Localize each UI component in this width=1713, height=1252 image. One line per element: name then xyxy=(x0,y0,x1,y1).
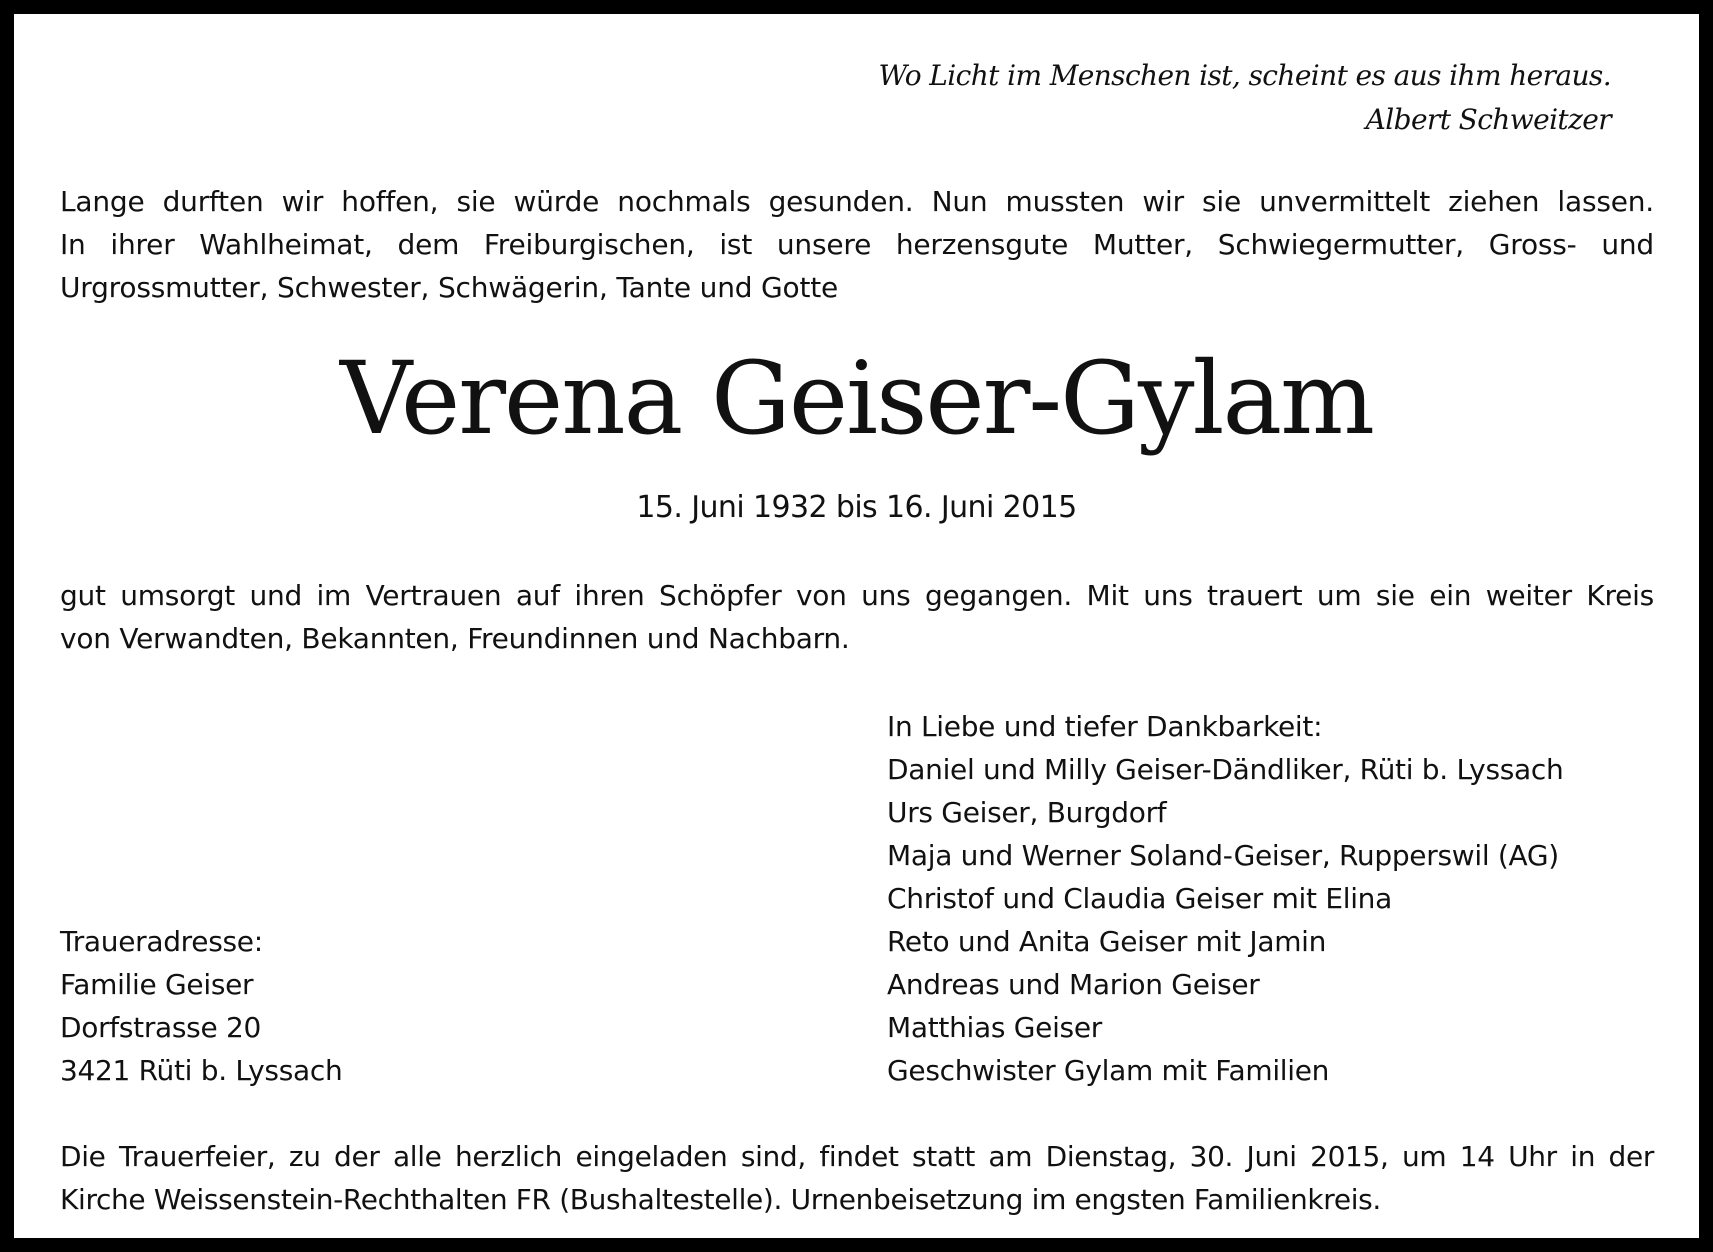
address-heading: Traueradresse: xyxy=(60,925,263,958)
intro-line: Lange durften wir hoffen, sie würde nochmals gesunden. Nun mussten wir sie unvermittelt ziehen lassen. xyxy=(60,185,1654,218)
life-dates: 15. Juni 1932 bis 16. Juni 2015 xyxy=(636,490,1077,525)
passing-line: gut umsorgt und im Vertrauen auf ihren Schöpfer von uns gegangen. Mit uns trauert um sie ein weiter Kreis xyxy=(60,579,1654,612)
mourner-entry: Urs Geiser, Burgdorf xyxy=(887,796,1167,829)
mourning-address xyxy=(60,920,342,1092)
address-line: Familie Geiser xyxy=(60,968,254,1001)
passing-paragraph xyxy=(60,574,1654,660)
quote-author: Albert Schweitzer xyxy=(1365,103,1611,136)
intro-line: In ihrer Wahlheimat, dem Freiburgischen, ist unsere herzensgute Mutter, Schwiegermutter, Gross- und xyxy=(60,228,1654,261)
mourners-heading: In Liebe und tiefer Dankbarkeit: xyxy=(887,710,1323,743)
obituary-notice xyxy=(14,14,1699,1238)
mourner-entry: Reto und Anita Geiser mit Jamin xyxy=(887,925,1327,958)
deceased-name: Verena Geiser-Gylam xyxy=(340,340,1373,457)
mourner-entry: Christof und Claudia Geiser mit Elina xyxy=(887,882,1392,915)
intro-line: Urgrossmutter, Schwester, Schwägerin, Tante und Gotte xyxy=(60,271,839,304)
epigraph-quote xyxy=(878,54,1611,142)
passing-line: von Verwandten, Bekannten, Freundinnen und Nachbarn. xyxy=(60,622,850,655)
ceremony-line: Die Trauerfeier, zu der alle herzlich eingeladen sind, findet statt am Dienstag, 30. Juni 2015, um 14 Uhr in der xyxy=(60,1140,1654,1173)
mourner-entry: Daniel und Milly Geiser-Dändliker, Rüti b. Lyssach xyxy=(887,753,1564,786)
mourner-entry: Geschwister Gylam mit Familien xyxy=(887,1054,1330,1087)
address-line: Dorfstrasse 20 xyxy=(60,1011,262,1044)
ceremony-paragraph xyxy=(60,1135,1654,1221)
address-line: 3421 Rüti b. Lyssach xyxy=(60,1054,343,1087)
mourner-entry: Matthias Geiser xyxy=(887,1011,1102,1044)
ceremony-line: Kirche Weissenstein-Rechthalten FR (Bushaltestelle). Urnenbeisetzung im engsten Familienkreis. xyxy=(60,1183,1381,1216)
mourner-entry: Maja und Werner Soland-Geiser, Rupperswil (AG) xyxy=(887,839,1559,872)
mourner-entry: Andreas und Marion Geiser xyxy=(887,968,1260,1001)
mourners-list xyxy=(887,705,1563,1092)
intro-paragraph xyxy=(60,180,1654,309)
quote-text: Wo Licht im Menschen ist, scheint es aus ihm heraus. xyxy=(878,59,1611,92)
